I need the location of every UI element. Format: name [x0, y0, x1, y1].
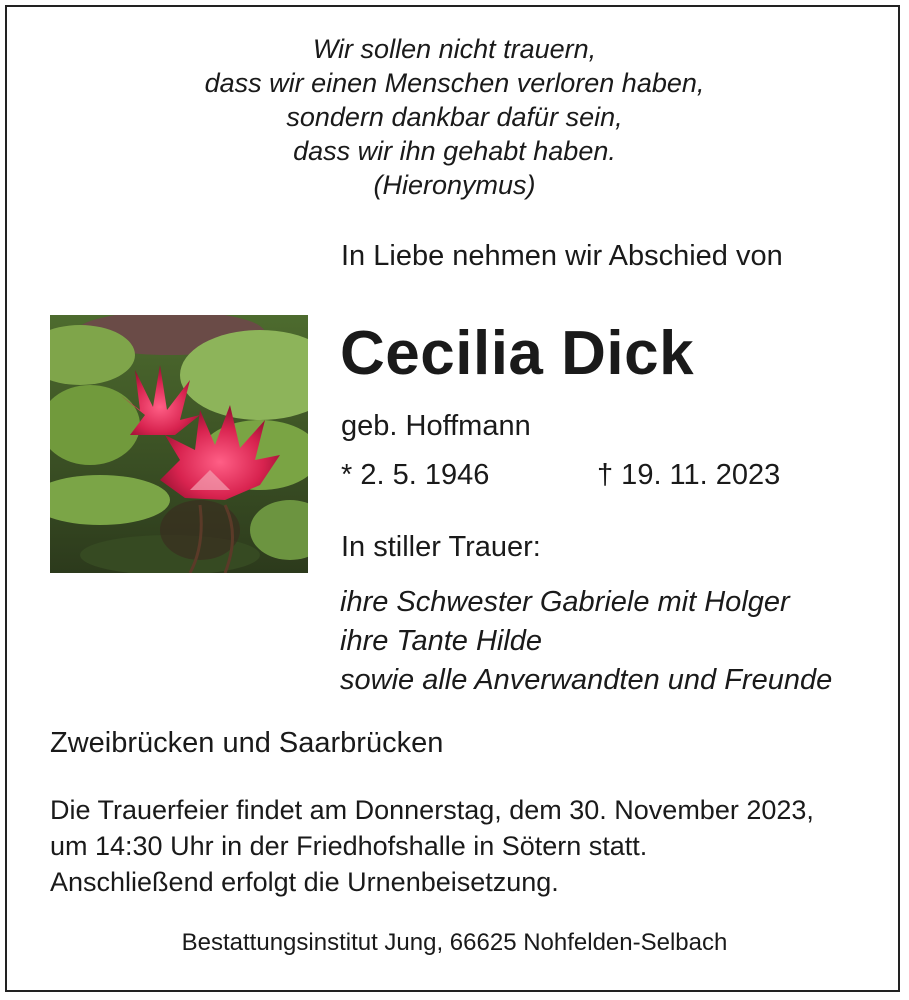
place-text: Zweibrücken und Saarbrücken — [50, 727, 444, 759]
ceremony-line: Anschließend erfolgt die Urnenbeisetzung. — [50, 867, 559, 897]
ceremony-line: um 14:30 Uhr in der Friedhofshalle in Sötern statt. — [50, 831, 648, 861]
undertaker-info: Bestattungsinstitut Jung, 66625 Nohfelden-Selbach — [181, 929, 728, 956]
quote-author: (Hieronymus) — [373, 170, 536, 200]
quote-line: sondern dankbar dafür sein, — [286, 102, 623, 132]
ceremony-info — [50, 792, 814, 900]
mourners-list — [340, 583, 832, 700]
quote-line: dass wir ihn gehabt haben. — [293, 136, 616, 166]
quote-line: dass wir einen Menschen verloren haben, — [204, 68, 705, 98]
deceased-name: Cecilia Dick — [340, 319, 695, 388]
birth-date: * 2. 5. 1946 — [341, 459, 490, 491]
mourner-line: ihre Tante Hilde — [340, 625, 543, 657]
mourning-heading: In stiller Trauer: — [341, 531, 541, 563]
water-lily-photo — [50, 315, 308, 573]
quote-line: Wir sollen nicht trauern, — [312, 34, 597, 64]
death-date: † 19. 11. 2023 — [597, 459, 781, 491]
mourner-line: sowie alle Anverwandten und Freunde — [340, 664, 833, 696]
maiden-name: geb. Hoffmann — [341, 410, 531, 442]
ceremony-line: Die Trauerfeier findet am Donnerstag, dem 30. November 2023, — [50, 795, 814, 825]
quote-block — [0, 32, 909, 202]
intro-text: In Liebe nehmen wir Abschied von — [341, 240, 783, 272]
mourner-line: ihre Schwester Gabriele mit Holger — [340, 586, 790, 618]
